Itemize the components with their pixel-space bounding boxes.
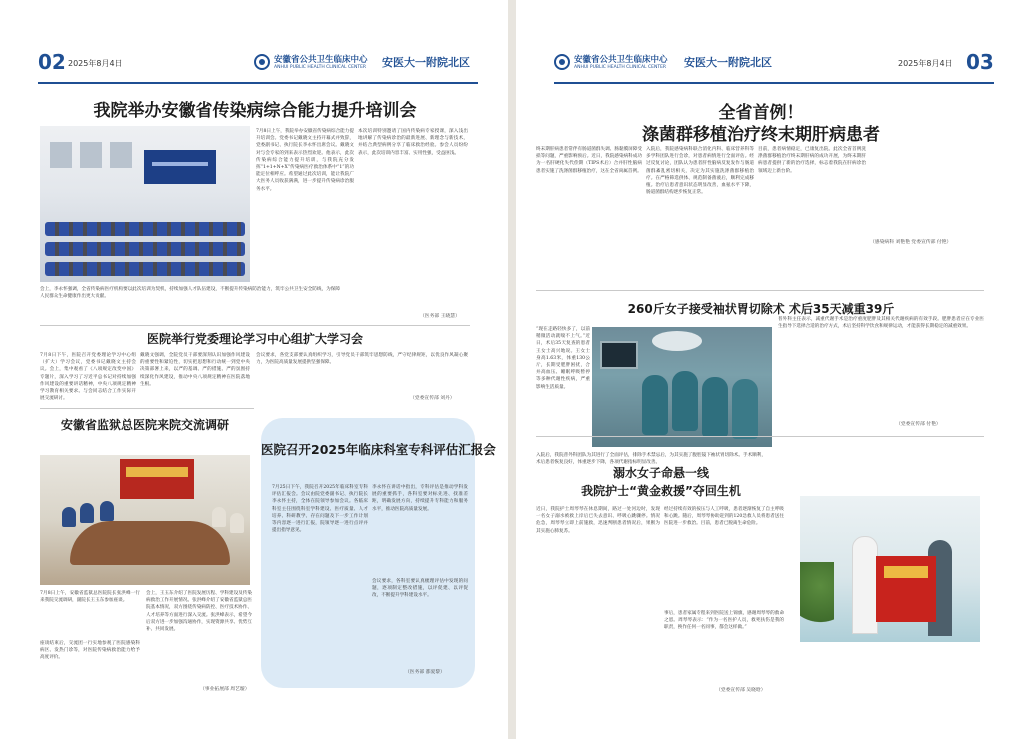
- surgical-lamp: [652, 331, 702, 351]
- training-meeting-photo: [40, 126, 250, 282]
- article-body: 7月8日上午，我院举办安徽省传染病综合能力提升培训会。党委书记戴晓文主持开幕式并致辞，党委副书记、执行院长李永怀出席会议。戴晓文对与会专家的到来表示热烈欢迎。他表示，此次传染病综合能力提升培训，与我院充分发挥“1+1+N+X”传染病医疗救治体系中“1”的功能定位相呼应。希望通过此次培训，能让我院广大医务人员收获满满，进一步提升传染病诊治服务水平。: [256, 129, 354, 192]
- article-body: 7月8日下午，医院召开党委理论学习中心组（扩大）学习会议，党委书记戴晓文主持会议。会上，集中观看了《八项规定改变中国》专题片，深入学习了习近平总书记对持续加强作风建设的重要讲话精神，中央八项规定精神学习教育相关要求。与会同志结合工作实际开展交流研讨。: [40, 353, 136, 402]
- article-body: 李永怀在讲话中指出，专科评估是推动学科发展的重要抓手，各科室要对标先进、找准差距，明确发展方向，持续提升专科能力和服务水平，推动医院高质量发展。: [372, 485, 468, 512]
- article-body: 终末期肝病患者常伴有肠道菌群失调、肠黏膜屏障受损等问题，严重影响预后。近日，我院感染病科成功为一名肝硬化失代偿期（TIPS术后）合并肝性脑病患者实施了洗涤菌群移植治疗，这在全省尚属首例。: [536, 147, 642, 174]
- page-header: [38, 46, 478, 84]
- meeting-banner-screen: [120, 459, 194, 499]
- article-body: 座谈结束后，交流团一行实地参观了医院感染科病区、发热门诊等，对医院传染病救治能力给予高度评价。: [40, 641, 140, 661]
- article-credit: （事业拓展部 周艺璇）: [200, 687, 250, 692]
- page-number: 02: [38, 50, 66, 74]
- article-body: 经过持续有效的按压与人工呼吸，患者逐渐恢复了自主呼吸和心跳。随后，周琴琴协助赶到的120急救人员将患者送往医院进一步救治。目前，患者已脱离生命危险。: [664, 507, 784, 527]
- article-credit: （党委宣传部 吴晓晗）: [716, 688, 766, 693]
- divider: [40, 408, 254, 409]
- article-title: 医院召开2025年临床科室专科评估汇报会: [261, 442, 496, 457]
- article-credit: （医务部 都爱黎）: [405, 670, 445, 675]
- divider: [40, 325, 470, 326]
- article-body: 会上，王玉东介绍了医院发展历程、学科建设及传染病救治工作开展情况。张洪峰介绍了安徽省监狱总医院基本情况，双方围绕传染病防控、医疗技术协作、人才培养等方面进行深入交流。张洪峰表示，希望今后双方进一步加强沟通协作，实现资源共享、优势互补、共同发展。: [146, 591, 252, 633]
- hospital-name: 安徽省公共卫生临床中心: [274, 55, 368, 65]
- article-body: 会上，李永怀强调，全省传染病医疗机构要以此次培训为契机，持续加强人才队伍建设，不断提升传染病防治能力，筑牢公共卫生安全防线，为保障人民群众生命健康作出更大贡献。: [40, 287, 340, 300]
- hospital-name-en: ANHUI PUBLIC HEALTH CLINICAL CENTER: [574, 65, 667, 70]
- article-title: 医院举行党委理论学习中心组扩大学习会: [146, 332, 363, 346]
- article-body: 会议要求，各科室要认真梳理评估中发现的问题，逐项制定整改措施，以评促建、以评促改，不断提升学科建设水平。: [372, 579, 468, 599]
- monitor-screen: [600, 341, 638, 369]
- page-header: [554, 46, 994, 84]
- article-credit: （医务部 王晓慧）: [420, 314, 460, 319]
- projector-screen: [144, 150, 216, 184]
- article-credit: （党委宣传部 付艳）: [896, 422, 941, 427]
- article-body: 普外科主任表示，减重代谢手术是治疗重度肥胖及其相关代谢疾病的有效手段。肥胖患者应在专业医生指导下选择合适的治疗方式，术后坚持科学饮食和规律运动，才能获得长期稳定的减重效果。: [778, 317, 984, 330]
- hospital-name: 安徽省公共卫生临床中心: [574, 55, 668, 65]
- header-slogan: 安医大一附院北区: [684, 56, 772, 69]
- hospital-name-en: ANHUI PUBLIC HEALTH CLINICAL CENTER: [274, 65, 367, 70]
- article-title-line2: 涤菌群移植治疗终末期肝病患者: [642, 125, 880, 145]
- header-slogan: 安医大一附院北区: [382, 56, 470, 69]
- hospital-logo-icon: [554, 54, 570, 70]
- center-fold: [508, 0, 516, 739]
- article-title-line2: 我院护士“黄金救援”夺回生机: [581, 484, 741, 498]
- article-body: 本次培训特别邀请了国内传染病专家授课，深入浅出地讲解了传染病诊治的最新进展、新理念与新技术，并结合典型病例分享了临床救治经验。参会人员纷纷表示，此次培训内容丰富、实用性强，受益匪浅。: [358, 129, 468, 156]
- article-title-line1: 全省首例！: [718, 103, 804, 123]
- article-body: “现在走路轻快多了，以前稍微活动就喘不上气。”近日，术后35天复查的患者王女士高兴地说。王女士身高1.63米，体重130公斤，长期受肥胖困扰，合并高血压、睡眠呼吸暂停等多种代谢性疾病，严重影响生活质量。: [536, 327, 590, 390]
- divider: [536, 436, 984, 437]
- article-title-line1: 溺水女子命悬一线: [612, 466, 709, 480]
- police-hospital-meeting-photo: [40, 455, 250, 585]
- page-number: 03: [966, 50, 994, 74]
- article-body: 近日，我院护士周琴琴在休息期间，路过一处河边时，发现一名女子溺水被救上岸后已失去意识、呼吸心跳骤停。情况危急，周琴琴立即上前施救，迅速判断患者情况后，果断为其实施心肺复苏。: [536, 507, 660, 534]
- surgery-photo: [592, 327, 772, 447]
- issue-date: 2025年8月4日: [898, 59, 953, 68]
- article-title: 我院举办安徽省传染病综合能力提升培训会: [93, 101, 417, 121]
- pennant-presentation-photo: [800, 496, 980, 642]
- issue-date: 2025年8月4日: [68, 59, 123, 68]
- article-body: 7月8日上午，安徽省监狱总医院院长张洪峰一行来我院交流调研，副院长王玉东参加座谈。: [40, 591, 140, 604]
- page-02: [0, 0, 508, 739]
- article-body: 目前，患者病情稳定，已康复出院。此次全省首例洗涤菌群移植治疗终末期肝病的成功开展，为终末期肝病患者提供了新的治疗选择，标志着我院在肝病诊治领域迈上新台阶。: [758, 147, 866, 174]
- article-title: 安徽省监狱总医院来院交流调研: [60, 418, 229, 432]
- article-title: 260斤女子接受袖状胃切除术 术后35天减重39斤: [627, 302, 895, 316]
- article-body: 7月25日下午，我院召开2025年临床科室专科评估汇报会。会议由院党委副书记、执行院长李永怀主持，全体在院领导参加会议。各临床科室主任围绕科室学科建设、医疗质量、人才培养、科研教学、存在问题及下一步工作计划等内容逐一进行汇报，院领导逐一进行点评并提出指导意见。: [272, 485, 368, 534]
- article-body: 会议要求，各党支部要认真组织学习，引导党员干部筑牢思想防线，严守纪律规矩，以优良作风凝心聚力，为医院高质量发展提供坚强保障。: [256, 353, 468, 366]
- hospital-logo-icon: [254, 54, 270, 70]
- article-body: 入院后，我院感染病科联合消化内科、临床营养科等多学科团队进行会诊，对患者病情进行全面评估。经过反复讨论，团队认为患者肝性脑病反复发作与肠道菌群紊乱密切相关，决定为其实施洗涤菌群移植治疗。在严格筛选供体、规范制备菌液后，顺利完成移植。治疗后患者意识状态明显改善，血氨水平下降，肠道菌群结构逐步恢复正常。: [646, 147, 754, 196]
- article-body: 事后，患者家属专程来到医院送上锦旗，感谢周琴琴的救命之恩。周琴琴表示：“作为一名医护人员，救死扶伤是我的职责，换作任何一名同事，都会这样做。”: [664, 611, 784, 631]
- article-credit: （感染病科 刘艳艳 党委宣传部 付艳）: [870, 240, 952, 245]
- article-body: 戴晓文强调，全院党员干部要深刻认识加强作风建设的重要性和紧迫性，切实把思想和行动统一到党中央决策部署上来，以严的基调、严的措施、严的氛围持续深化作风建设，推动中央八项规定精神在医院落地生根。: [140, 353, 250, 387]
- pennant-flag: [876, 556, 936, 622]
- divider: [536, 290, 984, 291]
- article-credit: （党委宣传部 刘丹）: [410, 396, 455, 401]
- page-03: [516, 0, 1024, 739]
- article-body: 入院后，我院普外科团队为其进行了全面评估，排除手术禁忌后，为其实施了腹腔镜下袖状胃切除术。手术顺利，术后患者恢复良好，体重逐步下降，各项代谢指标明显改善。: [536, 453, 766, 466]
